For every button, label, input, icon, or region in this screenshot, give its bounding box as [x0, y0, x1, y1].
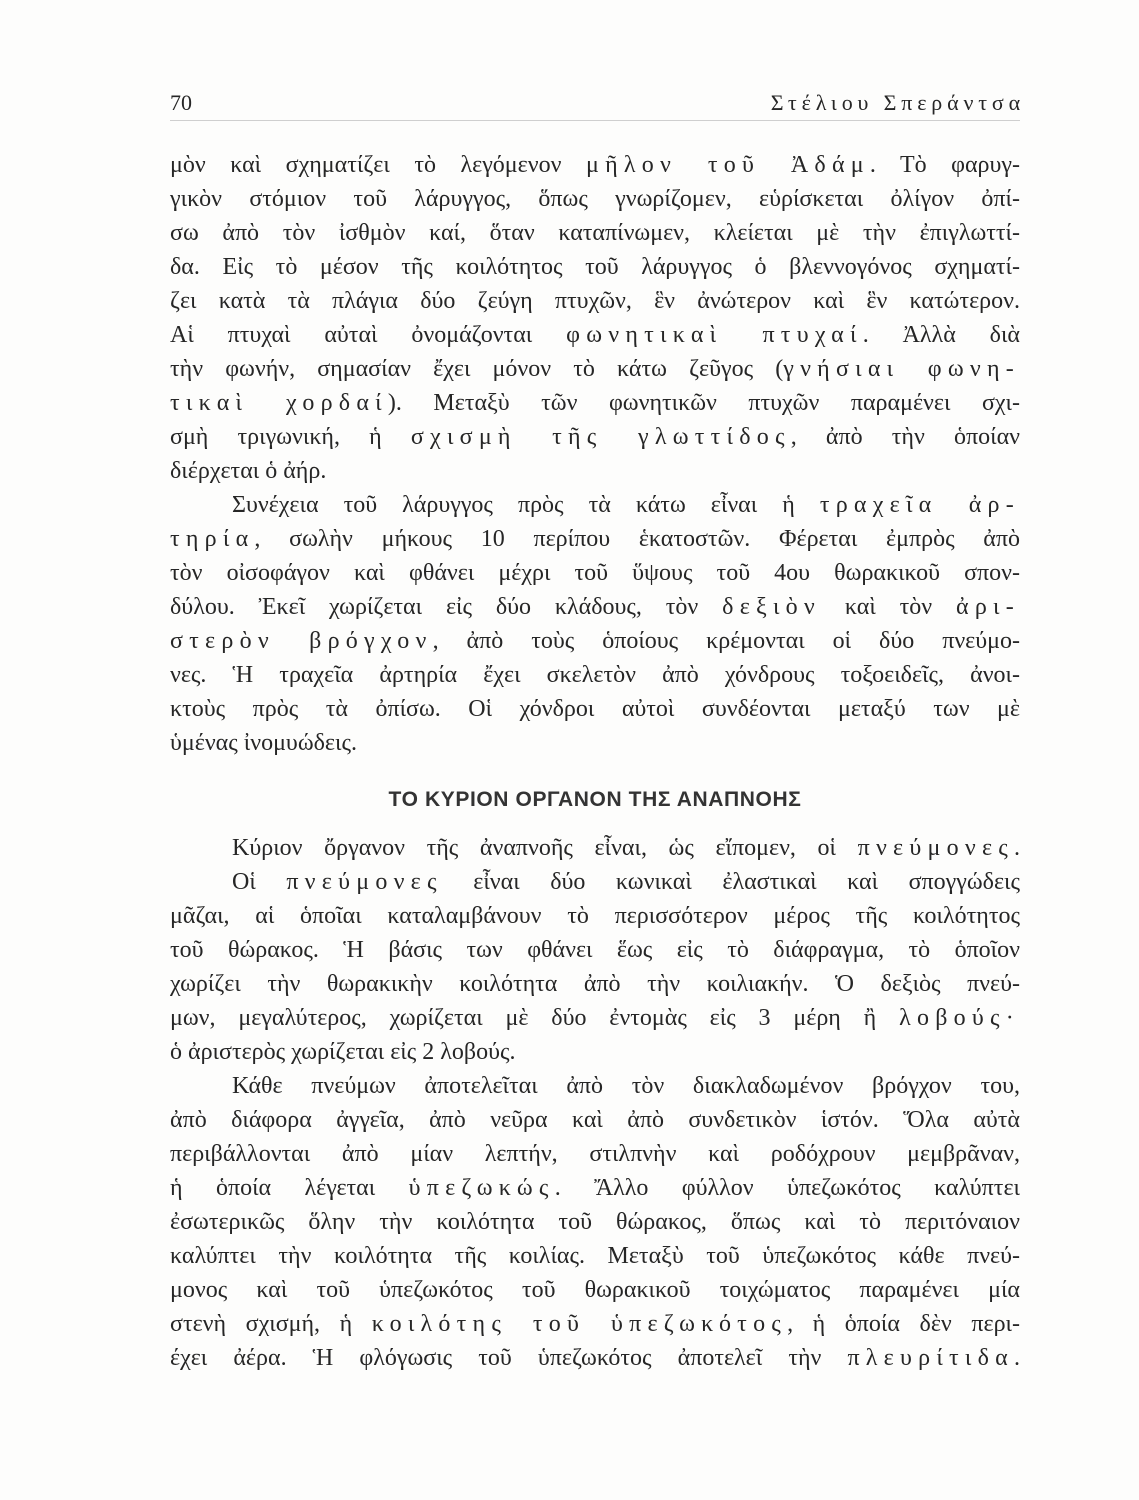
- text-segment: Αἱ πτυχαὶ αὐταὶ ὀνομάζονται: [170, 322, 567, 348]
- text-line: [170, 148, 1020, 182]
- text-line: ἀπὸ διάφορα ἀγγεῖα, ἀπὸ νεῦρα καὶ ἀπὸ συνδετικὸν ἱστόν. Ὅλα αὐτὰ: [170, 1107, 1020, 1133]
- body-text: [170, 148, 1020, 1375]
- text-segment: .: [1014, 835, 1020, 861]
- emphasized-term: πλευρίτιδα: [847, 1345, 1014, 1371]
- text-line: μᾶζαι, αἱ ὁποῖαι καταλαμβάνουν τὸ περισσότερον μέρος τῆς κοιλότητος: [170, 903, 1020, 929]
- running-title: Στέλιου Σπεράντσα: [770, 90, 1025, 115]
- text-segment: , ἀπὸ τοὺς ὁποίους κρέμονται οἱ δύο πνεύμο-: [432, 628, 1020, 654]
- text-line: [170, 865, 1020, 899]
- emphasized-term: σχισμὴ τῆς γλωττίδος: [410, 424, 791, 450]
- text-segment: Οἱ: [232, 869, 287, 895]
- text-segment: .: [1014, 1345, 1020, 1371]
- text-segment: . Ἄλλο φύλλον ὑπεζωκότος καλύπτει: [554, 1175, 1020, 1201]
- text-segment: τὴν φωνήν, σημασίαν ἔχει μόνον τὸ κάτω ζεῦγος (: [170, 356, 784, 382]
- page-number: 70: [170, 90, 192, 115]
- emphasized-term: μῆλον τοῦ Ἀδάμ: [585, 152, 870, 178]
- text-segment: ἡ ὁποία λέγεται: [170, 1175, 409, 1201]
- text-line: ζει κατὰ τὰ πλάγια δύο ζεύγη πτυχῶν, ἓν ἀνώτερον καὶ ἓν κατώτερον.: [170, 288, 1020, 314]
- emphasized-term: στερὸν βρόγχον: [170, 628, 433, 654]
- text-line: περιβάλλονται ἀπὸ μίαν λεπτήν, στιλπνὴν καὶ ροδόχρουν μεμβρᾶναν,: [170, 1141, 1020, 1167]
- text-line: [170, 624, 1020, 658]
- text-segment: εἶναι δύο κωνικαὶ ἐλαστικαὶ καὶ σπογγώδεις: [442, 869, 1020, 895]
- text-segment: καὶ τὸν: [821, 594, 957, 620]
- emphasized-term: πνεύμονες: [857, 835, 1014, 861]
- text-line: νες. Ἡ τραχεῖα ἀρτηρία ἔχει σκελετὸν ἀπὸ χόνδρους τοξοειδεῖς, ἀνοι-: [170, 662, 1020, 688]
- text-line: [170, 386, 1020, 420]
- text-line: τοῦ θώρακος. Ἡ βάσις των φθάνει ἕως εἰς τὸ διάφραγμα, τὸ ὁποῖον: [170, 937, 1020, 963]
- text-line: [170, 590, 1020, 624]
- text-line: [170, 488, 1020, 522]
- text-line: [170, 1171, 1020, 1205]
- text-line: δα. Εἰς τὸ μέσον τῆς κοιλότητος τοῦ λάρυγγος ὁ βλεννογόνος σχηματί-: [170, 254, 1020, 280]
- text-line: διέρχεται ὁ ἀήρ.: [170, 458, 327, 484]
- text-segment: μων, μεγαλύτερος, χωρίζεται μὲ δύο ἐντομὰς εἰς 3 μέρη ἢ: [170, 1005, 900, 1031]
- text-line: [170, 420, 1020, 454]
- text-line: Κάθε πνεύμων ἀποτελεῖται ἀπὸ τὸν διακλαδωμένον βρόγχον του,: [232, 1073, 1020, 1099]
- text-line: [170, 522, 1020, 556]
- emphasized-term: φωνητικαὶ πτυχαί: [566, 322, 863, 348]
- text-line: [170, 1307, 1020, 1341]
- text-segment: , ἀπὸ τὴν ὁποίαν: [790, 424, 1020, 450]
- text-line: [170, 318, 1020, 352]
- text-segment: δύλου. Ἐκεῖ χωρίζεται εἰς δύο κλάδους, τὸν: [170, 594, 723, 620]
- text-line: κτοὺς πρὸς τὰ ὀπίσω. Οἱ χόνδροι αὐτοὶ συνδέονται μεταξύ των μὲ: [170, 696, 1020, 722]
- text-segment: Κύριον ὄργανον τῆς ἀναπνοῆς εἶναι, ὡς εἴπομεν, οἱ: [232, 835, 858, 861]
- emphasized-term: λοβούς·: [899, 1005, 1020, 1031]
- text-line: ἐσωτερικῶς ὅλην τὴν κοιλότητα τοῦ θώρακος, ὅπως καὶ τὸ περιτόναιον: [170, 1209, 1020, 1235]
- text-line: χωρίζει τὴν θωρακικὴν κοιλότητα ἀπὸ τὴν κοιλιακήν. Ὁ δεξιὸς πνεύ-: [170, 971, 1020, 997]
- text-segment: , σωλὴν μήκους 10 περίπου ἑκατοστῶν. Φέρεται ἐμπρὸς ἀπὸ: [254, 526, 1020, 552]
- text-segment: ). Μεταξὺ τῶν φωνητικῶν πτυχῶν παραμένει σχι-: [387, 390, 1020, 416]
- paragraph: [170, 148, 1020, 488]
- emphasized-term: τηρία: [170, 526, 255, 552]
- text-segment: . Ἀλλὰ διὰ: [862, 322, 1020, 348]
- emphasized-term: τικαὶ χορδαί: [170, 390, 388, 416]
- text-segment: Συνέχεια τοῦ λάρυγγος πρὸς τὰ κάτω εἶναι ἡ: [232, 492, 820, 518]
- text-line: ὁ ἀριστερὸς χωρίζεται εἰς 2 λοβούς.: [170, 1039, 516, 1065]
- text-segment: στενὴ σχισμή, ἡ: [170, 1311, 372, 1337]
- text-line: ὑμένας ἰνομυώδεις.: [170, 730, 357, 756]
- paragraph: [170, 831, 1020, 865]
- text-segment: , ἡ ὁποία δὲν περι-: [787, 1311, 1020, 1337]
- text-line: μονος καὶ τοῦ ὑπεζωκότος τοῦ θωρακικοῦ τοιχώματος παραμένει μία: [170, 1277, 1020, 1303]
- paragraph: [170, 488, 1020, 760]
- emphasized-term: πνεύμονες: [286, 869, 443, 895]
- emphasized-term: τραχεῖα ἀρ-: [819, 492, 1021, 518]
- text-line: καλύπτει τὴν κοιλότητα τῆς κοιλίας. Μεταξὺ τοῦ ὑπεζωκότος κάθε πνεύ-: [170, 1243, 1020, 1269]
- text-line: [170, 352, 1020, 386]
- text-line: σω ἀπὸ τὸν ἰσθμὸν καί, ὅταν καταπίνωμεν, κλείεται μὲ τὴν ἐπιγλωττί-: [170, 220, 1020, 246]
- text-line: [170, 831, 1020, 865]
- text-segment: σμὴ τριγωνική, ἡ: [170, 424, 411, 450]
- emphasized-term: ὑπεζωκώς: [408, 1175, 555, 1201]
- text-line: [170, 1001, 1020, 1035]
- text-segment: μὸν καὶ σχηματίζει τὸ λεγόμενον: [170, 152, 586, 178]
- section-heading: ΤΟ ΚΥΡΙΟΝ ΟΡΓΑΝΟΝ ΤΗΣ ΑΝΑΠΝΟΗΣ: [388, 788, 802, 811]
- text-line: [170, 1341, 1020, 1375]
- paragraph: [170, 865, 1020, 1069]
- emphasized-term: κοιλότης τοῦ ὑπεζωκότος: [371, 1311, 788, 1337]
- text-line: τὸν οἰσοφάγον καὶ φθάνει μέχρι τοῦ ὕψους τοῦ 4ου θωρακικοῦ σπον-: [170, 560, 1020, 586]
- text-segment: έχει ἀέρα. Ἡ φλόγωσις τοῦ ὑπεζωκότος ἀποτελεῖ τὴν: [170, 1345, 848, 1371]
- text-line: γικὸν στόμιον τοῦ λάρυγγος, ὅπως γνωρίζομεν, εὑρίσκεται ὀλίγον ὀπί-: [170, 186, 1020, 212]
- emphasized-term: δεξιὸν: [722, 594, 821, 620]
- emphasized-term: ἀρι-: [956, 594, 1020, 620]
- running-header: [170, 90, 1025, 121]
- text-segment: . Τὸ φαρυγ-: [869, 152, 1021, 178]
- paragraph: [170, 1069, 1020, 1375]
- emphasized-term: γνήσιαι φωνη-: [783, 356, 1020, 382]
